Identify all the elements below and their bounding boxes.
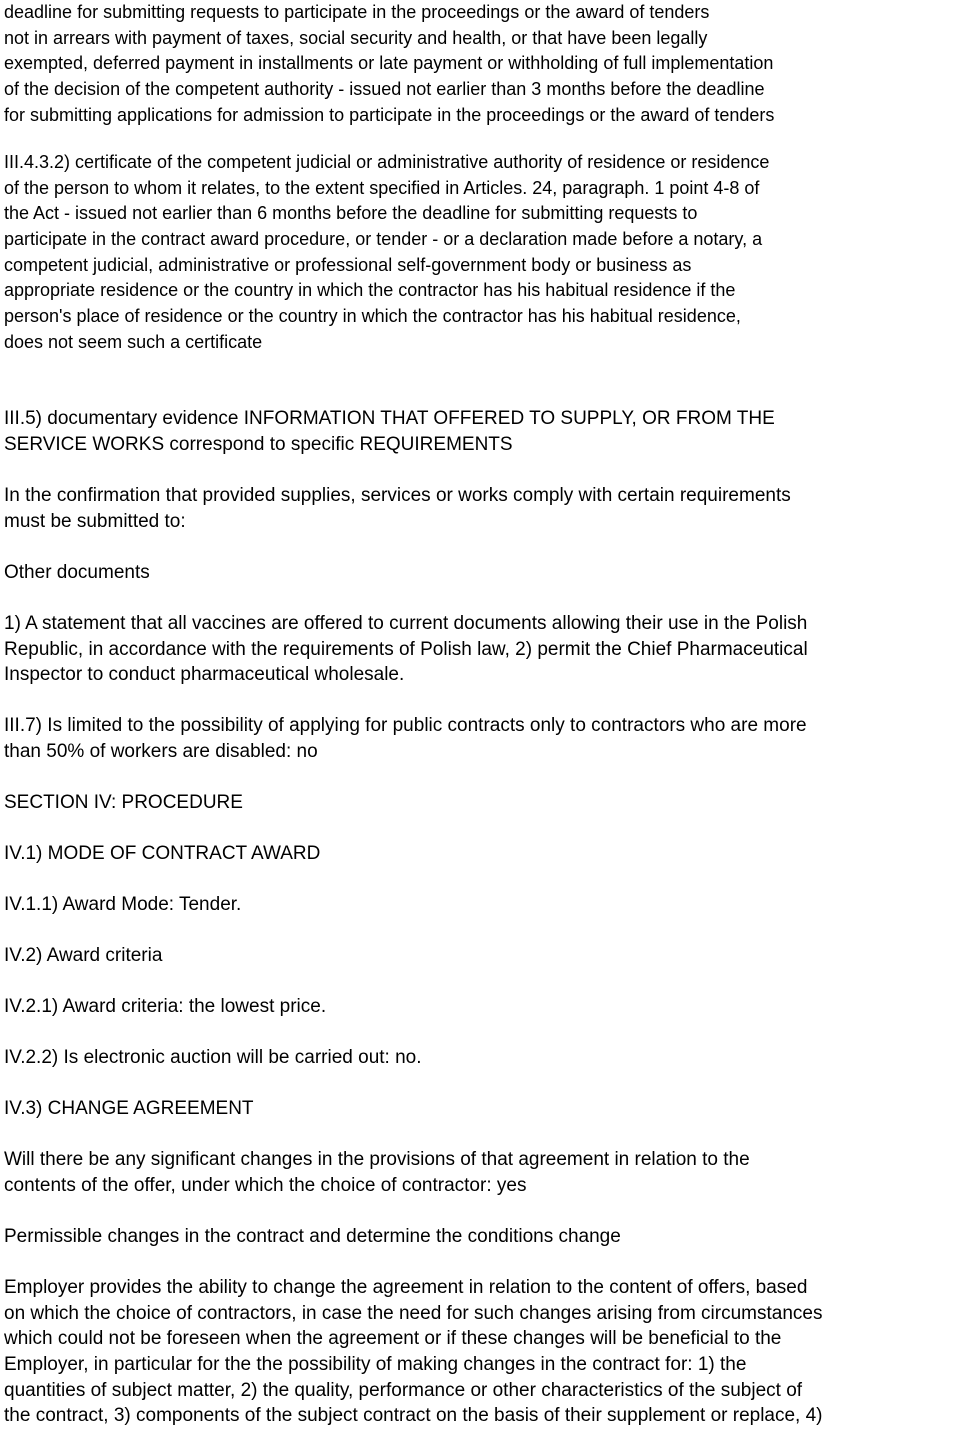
text-line: SERVICE WORKS correspond to specific REQUIREMENTS: [4, 433, 513, 455]
paragraph-tax-arrears: [4, 0, 960, 128]
text-line: 1) A statement that all vaccines are offered to current documents allowing their use in the Polish: [4, 613, 808, 634]
text-line: for submitting applications for admission to participate in the proceedings or the award of tenders: [4, 104, 775, 125]
text-line: IV.2.1) Award criteria: the lowest price.: [4, 996, 327, 1017]
text-line: not in arrears with payment of taxes, social security and health, or that have been legally: [4, 27, 708, 48]
text-line: person's place of residence or the country in which the contractor has his habitual residence,: [4, 306, 741, 327]
text-line: III.5) documentary evidence INFORMATION THAT OFFERED TO SUPPLY, OR FROM THE: [4, 408, 775, 429]
heading-iv-2-1: [4, 994, 960, 1020]
text-line: of the decision of the competent authority - issued not earlier than 3 months before the deadline: [4, 79, 765, 100]
text-line: Republic, in accordance with the requirements of Polish law, 2) permit the Chief Pharmaceutical: [4, 638, 808, 660]
text-line: III.7) Is limited to the possibility of applying for public contracts only to contractors who are more: [4, 715, 807, 736]
paragraph-permissible-changes: [4, 1224, 960, 1250]
text-line: IV.1.1) Award Mode: Tender.: [4, 894, 242, 915]
text-line: competent judicial, administrative or professional self-government body or business as: [4, 254, 692, 275]
text-line: on which the choice of contractors, in case the need for such changes arising from circumstances: [4, 1302, 823, 1324]
heading-iv-2-2: [4, 1045, 960, 1071]
paragraph-significant-changes: [4, 1147, 960, 1198]
text-line: deadline for submitting requests to participate in the proceedings or the award of tenders: [4, 2, 710, 22]
paragraph-confirmation: [4, 483, 960, 534]
text-line: Permissible changes in the contract and determine the conditions change: [4, 1226, 621, 1247]
text-line: Inspector to conduct pharmaceutical wholesale.: [4, 664, 405, 686]
text-line: than 50% of workers are disabled: no: [4, 740, 318, 762]
text-line: exempted, deferred payment in installments or late payment or withholding of full implementation: [4, 53, 774, 74]
text-line: must be submitted to:: [4, 510, 186, 532]
text-line: contents of the offer, under which the choice of contractor: yes: [4, 1174, 527, 1196]
heading-iii-5: [4, 406, 960, 457]
text-line: IV.2.2) Is electronic auction will be carried out: no.: [4, 1047, 422, 1068]
text-line: SECTION IV: PROCEDURE: [4, 792, 243, 813]
section-iv-heading: [4, 790, 960, 816]
text-line: participate in the contract award procedure, or tender - or a declaration made before a notary, a: [4, 229, 763, 250]
text-line: Other documents: [4, 562, 150, 583]
text-line: does not seem such a certificate: [4, 331, 263, 352]
text-line: IV.2) Award criteria: [4, 945, 163, 966]
text-line: Employer, in particular for the the possibility of making changes in the contract for: 1) the: [4, 1354, 747, 1376]
text-line: the contract, 3) components of the subject contract on the basis of their supplement or replace, 4): [4, 1405, 823, 1427]
paragraph-employer-provides: [4, 1275, 960, 1429]
text-line: of the person to whom it relates, to the extent specified in Articles. 24, paragraph. 1 point 4-8 of: [4, 177, 760, 198]
heading-iv-3: [4, 1096, 960, 1122]
text-line: quantities of subject matter, 2) the quality, performance or other characteristics of the subject of: [4, 1379, 803, 1401]
text-line: appropriate residence or the country in which the contractor has his habitual residence if the: [4, 280, 736, 301]
paragraph-vaccines-statement: [4, 611, 960, 688]
heading-iv-2: [4, 943, 960, 969]
paragraph-other-documents: [4, 560, 960, 586]
text-line: IV.3) CHANGE AGREEMENT: [4, 1098, 254, 1119]
text-line: the Act - issued not earlier than 6 months before the deadline for submitting requests to: [4, 203, 698, 224]
text-line: In the confirmation that provided supplies, services or works comply with certain requirements: [4, 485, 791, 506]
paragraph-iii-4-3-2: [4, 150, 960, 356]
text-line: IV.1) MODE OF CONTRACT AWARD: [4, 843, 321, 864]
text-line: III.4.3.2) certificate of the competent judicial or administrative authority of residence or residence: [4, 152, 770, 172]
heading-iv-1: [4, 841, 960, 867]
text-line: Will there be any significant changes in the provisions of that agreement in relation to the: [4, 1149, 750, 1170]
heading-iv-1-1: [4, 892, 960, 918]
text-line: which could not be foreseen when the agreement or if these changes will be beneficial to the: [4, 1328, 782, 1350]
paragraph-iii-7: [4, 713, 960, 764]
text-line: Employer provides the ability to change the agreement in relation to the content of offers, based: [4, 1277, 808, 1298]
